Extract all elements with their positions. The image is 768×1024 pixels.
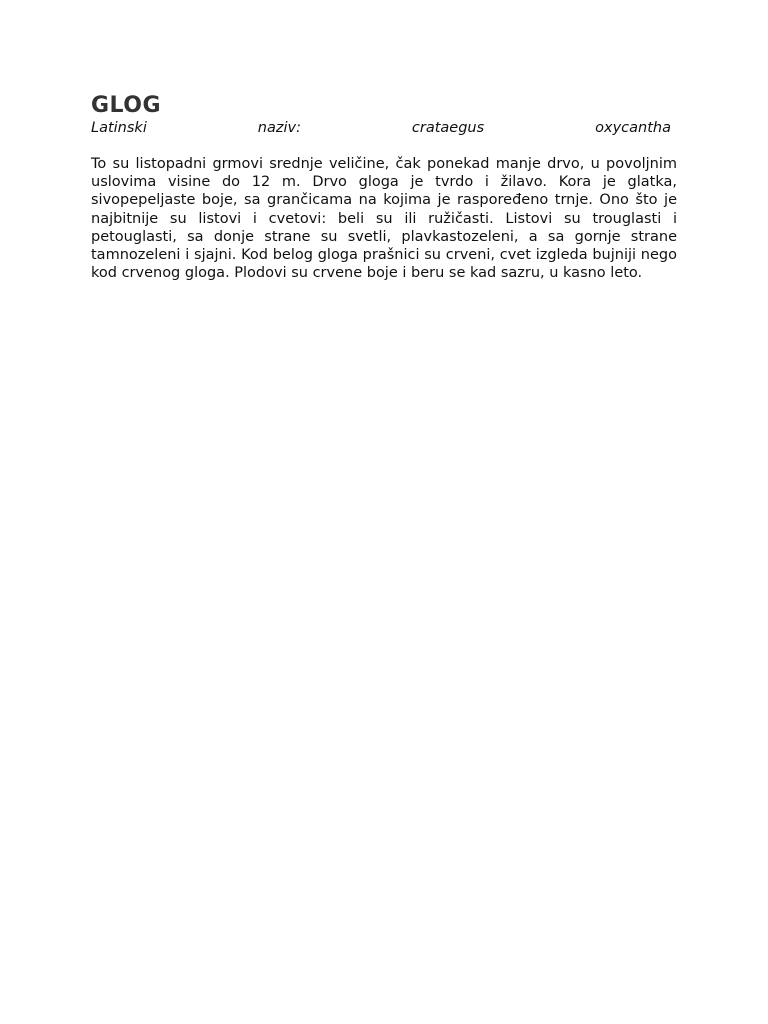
latin-label-word-2: naziv: — [257, 120, 301, 136]
description-paragraph: To su listopadni grmovi srednje veličine, čak ponekad manje drvo, u povoljnim uslovima visine do 12 m. Drvo gloga je tvrdo i žilavo. Kora je glatka, sivopepeljaste boje, sa grančicama na kojima je raspoređeno trnje. Ono što je najbitnije su listovi i cvetovi: beli su ili ružičasti. Listovi su trouglasti i petouglasti, sa donje strane su svetli, plavkastozeleni, a sa gornje strane tamnozeleni i sjajni. Kod belog gloga prašnici su crveni, cvet izgleda bujniji nego kod crvenog gloga. Plodovi su crvene boje i beru se kad sazru, u kasno leto. — [91, 156, 677, 282]
latin-name-line — [91, 119, 671, 137]
latin-genus: crataegus — [411, 120, 485, 136]
document-title: GLOG — [91, 93, 162, 118]
latin-species: oxycantha — [595, 120, 671, 136]
latin-label-word-1: Latinski — [91, 120, 147, 136]
